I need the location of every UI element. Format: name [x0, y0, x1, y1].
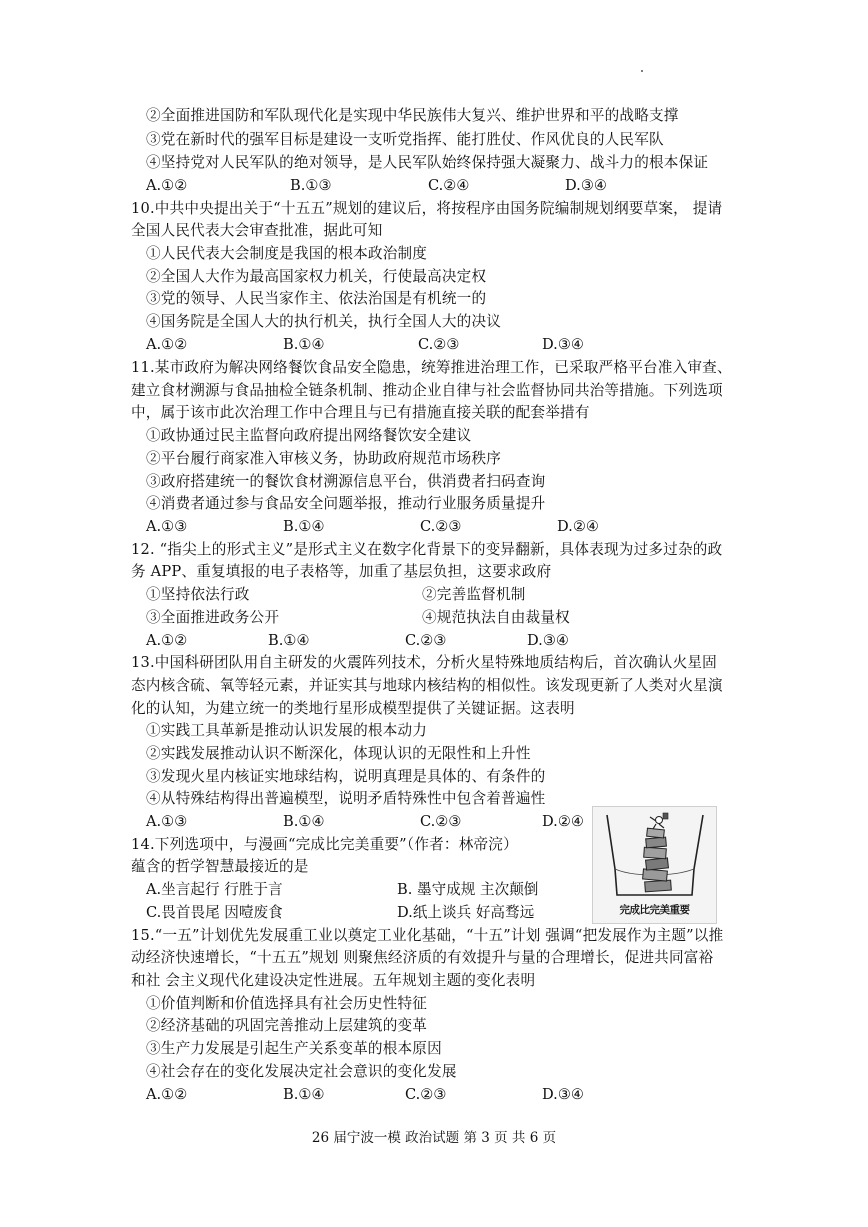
q13-choice-d: D.②④: [542, 813, 584, 830]
q12-item-3: ③全面推进政务公开: [146, 609, 280, 626]
q9-option-2: ②全面推进国防和军队现代化是实现中华民族伟大复兴、维护世界和平的战略支撑: [146, 107, 679, 124]
q15-item-4: ④社会存在的变化发展决定社会意识的变化发展: [146, 1063, 457, 1080]
q10-choice-c: C.②③: [418, 336, 460, 353]
q14-option-a: A.坐言起行 行胜于言: [146, 881, 283, 898]
q12-stem-line-1: 12. “指尖上的形式主义”是形式主义在数字化背景下的变异翻新，具体表现为过多过杂的政: [131, 541, 723, 558]
q13-item-4: ④从特殊结构得出普遍模型，说明矛盾特殊性中包含着普遍性: [146, 790, 546, 807]
scan-speck: [641, 70, 643, 72]
q15-choice-c: C.②③: [405, 1086, 447, 1103]
q9-choice-d: D.③④: [565, 177, 607, 194]
q11-choice-b: B.①④: [283, 518, 325, 535]
q15-choice-b: B.①④: [283, 1086, 325, 1103]
q13-item-1: ①实践工具革新是推动认识发展的根本动力: [146, 722, 428, 739]
q10-choice-a: A.①②: [146, 336, 188, 353]
q14-option-d: D.纸上谈兵 好高骛远: [397, 904, 535, 921]
q12-stem-line-2: 务 APP、重复填报的电子表格等，加重了基层负担，这要求政府: [131, 563, 552, 580]
q10-item-1: ①人民代表大会制度是我国的根本政治制度: [146, 245, 428, 262]
q14-option-c: C.畏首畏尾 因噎废食: [146, 904, 283, 921]
q9-choice-c: C.②④: [428, 177, 470, 194]
q15-stem-line-3: 和社 会主义现代化建设决定性进展。五年规划主题的变化表明: [131, 972, 536, 989]
q11-choice-a: A.①③: [146, 518, 188, 535]
q12-item-1: ①坚持依法行政: [146, 586, 250, 603]
q13-item-3: ③发现火星内核证实地球结构，说明真理是具体的、有条件的: [146, 768, 546, 785]
q11-item-1: ①政协通过民主监督向政府提出网络餐饮安全建议: [146, 427, 472, 444]
q14-option-b: B. 墨守成规 主次颠倒: [397, 881, 539, 898]
q12-choice-d: D.③④: [527, 632, 569, 649]
comic-illustration: [592, 806, 717, 924]
q15-choice-a: A.①②: [146, 1086, 188, 1103]
q15-stem-line-2: 动经济快速增长，“十五五”规划 则聚焦经济质的有效提升与量的合理增长，促进共同富裕: [131, 949, 714, 966]
q13-stem-line-1: 13.中国科研团队用自主研发的火震阵列技术，分析火星特殊地质结构后，首次确认火星固: [131, 654, 717, 671]
q10-item-2: ②全国人大作为最高国家权力机关，行使最高决定权: [146, 268, 487, 285]
q10-stem-line-1: 10.中共中央提出关于“十五五”规划的建议后，将按程序由国务院编制规划纲要草案， 提请: [131, 200, 723, 217]
q11-choice-c: C.②③: [420, 518, 462, 535]
page-footer: 26 届宁波一模 政治试题 第 3 页 共 6 页: [311, 1130, 557, 1146]
q9-option-3: ③党在新时代的强军目标是建设一支听党指挥、能打胜仗、作风优良的人民军队: [146, 131, 664, 148]
q11-item-4: ④消费者通过参与食品安全问题举报，推动行业服务质量提升: [146, 495, 546, 512]
q15-item-1: ①价值判断和价值选择具有社会历史性特征: [146, 995, 428, 1012]
q12-item-2: ②完善监督机制: [422, 586, 526, 603]
q14-stem-line-1: 14.下列选项中，与漫画“完成比完美重要”（作者：林帝浣）: [131, 836, 518, 853]
q12-choice-b: B.①④: [268, 632, 310, 649]
q15-stem-line-1: 15.“一五”计划优先发展重工业以奠定工业化基础，“十五”计划 强调“把发展作为主题”以推: [131, 927, 724, 944]
q13-choice-c: C.②③: [420, 813, 462, 830]
q9-option-4: ④坚持党对人民军队的绝对领导，是人民军队始终保持强大凝聚力、战斗力的根本保证: [146, 154, 709, 171]
q11-stem-line-1: 11.某市政府为解决网络餐饮食品安全隐患，统筹推进治理工作，已采取严格平台准入审查、: [131, 359, 732, 376]
q13-choice-a: A.①③: [146, 813, 188, 830]
q13-choice-b: B.①④: [283, 813, 325, 830]
q9-choice-b: B.①③: [290, 177, 332, 194]
q10-stem-line-2: 全国人民代表大会审查批准，据此可知: [131, 222, 383, 239]
q11-stem-line-3: 中，属于该市此次治理工作中合理且与已有措施直接关联的配套举措有: [131, 404, 590, 421]
q13-item-2: ②实践发展推动认识不断深化，体现认识的无限性和上升性: [146, 745, 531, 762]
q14-stem-line-2: 蕴含的哲学智慧最接近的是: [131, 858, 309, 875]
comic-caption: 完成比完美重要: [619, 904, 690, 916]
q15-choice-d: D.③④: [542, 1086, 584, 1103]
q11-choice-d: D.②④: [557, 518, 599, 535]
q11-item-2: ②平台履行商家准入审核义务，协助政府规范市场秩序: [146, 450, 502, 467]
q10-item-3: ③党的领导、人民当家作主、依法治国是有机统一的: [146, 290, 487, 307]
q11-item-3: ③政府搭建统一的餐饮食材溯源信息平台，供消费者扫码查询: [146, 473, 546, 490]
q12-choice-a: A.①②: [146, 632, 188, 649]
q10-choice-b: B.①④: [283, 336, 325, 353]
q15-item-2: ②经济基础的巩固完善推动上层建筑的变革: [146, 1017, 428, 1034]
q12-item-4: ④规范执法自由裁量权: [422, 609, 570, 626]
q15-item-3: ③生产力发展是引起生产关系变革的根本原因: [146, 1040, 442, 1057]
q9-choice-a: A.①②: [146, 177, 188, 194]
q11-stem-line-2: 建立食材溯源与食品抽检全链条机制、推动企业自律与社会监督协同共治等措施。下列选项: [131, 382, 723, 399]
q10-item-4: ④国务院是全国人大的执行机关，执行全国人大的决议: [146, 313, 502, 330]
q12-choice-c: C.②③: [405, 632, 447, 649]
q13-stem-line-2: 态内核含硫、氧等轻元素，并证实其与地球内核结构的相似性。该发现更新了人类对火星演: [131, 677, 723, 694]
q10-choice-d: D.③④: [542, 336, 584, 353]
q13-stem-line-3: 化的认知，为建立统一的类地行星形成模型提供了关键证据。这表明: [131, 700, 575, 717]
